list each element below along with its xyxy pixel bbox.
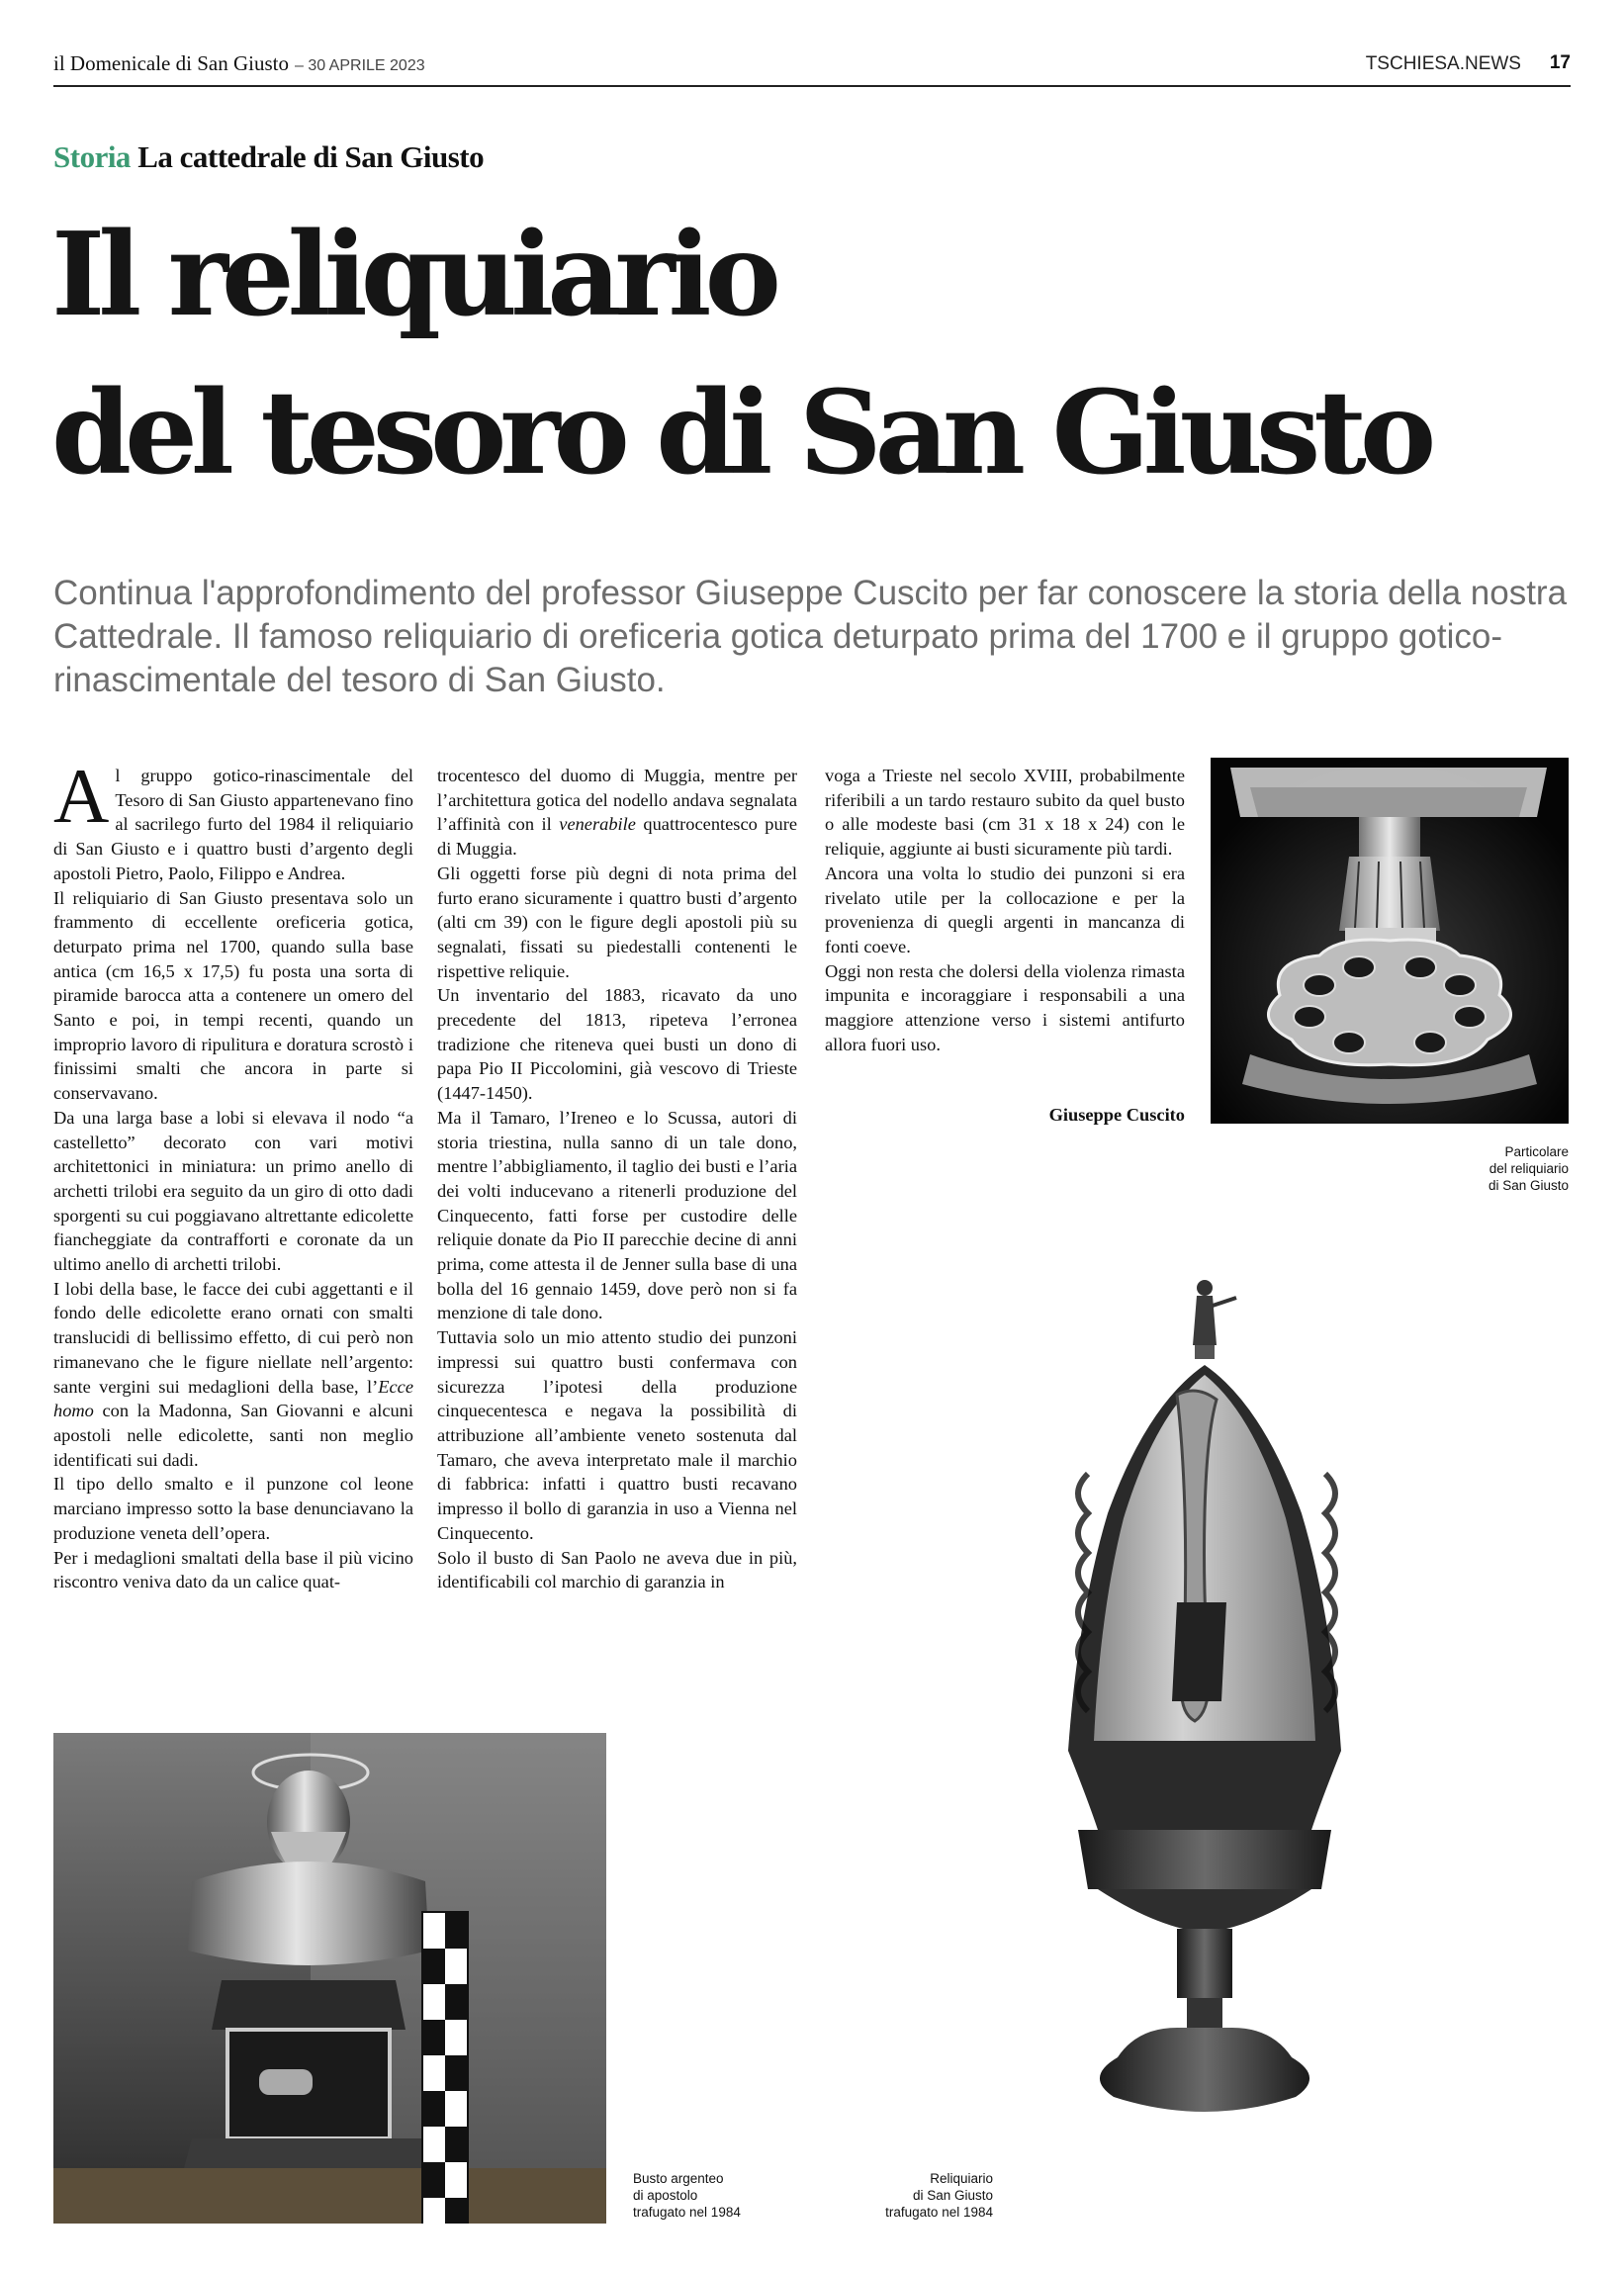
site-link[interactable]: TSCHIESA.NEWS (1365, 53, 1521, 74)
page-header (53, 49, 1571, 87)
section-kicker (53, 139, 484, 175)
paragraph: Il tipo dello smalto e il punzone col leone marciano impresso sotto la base denunciavano la produzione veneta dell’opera. (53, 1474, 413, 1543)
paragraph (437, 764, 797, 862)
publication-name: il Domenicale di San Giusto (53, 51, 289, 75)
caption-line: trafugato nel 1984 (633, 2205, 741, 2220)
paragraph: Tuttavia solo un mio attento studio dei punzoni impressi sui quattro busti confermava con sicurezza l’ipotesi della produzione cinquecentesca e negava la possibilità di attribuzione all’ambiente veneto sostenuta dal Tamaro, che aveva interpretato male il marchio di fabbrica: infatti i quattro busti recavano impresso il bollo di garanzia in uso a Vienna nel Cinquecento. (437, 1327, 797, 1543)
paragraph: Oggi non resta che dolersi della violenza rimasta impunita e incoraggiare i responsabili a una maggiore attenzione verso i sistemi antifurto allora fuori uso. (825, 960, 1185, 1054)
caption-line: trafugato nel 1984 (885, 2205, 993, 2220)
scale-bar (421, 1911, 469, 2224)
author-signature: Giuseppe Cuscito (1048, 1105, 1185, 1125)
paragraph: voga a Trieste nel secolo XVIII, probabilmente riferibili a un tardo restauro subito da quel busto o alle modeste basi (cm 31 x 18 x 24) con le reliquie, aggiunte ai busti sicuramente più tardi. (825, 766, 1185, 860)
emphasis-text: Ecce homo (53, 1376, 413, 1421)
paragraph (53, 1277, 413, 1473)
paragraph-text: trocentesco del duomo di Muggia, mentre per l’architettura gotica del nodello andava segnalata l’affinità con il (437, 766, 797, 835)
paragraph: Il reliquiario di San Giusto presentava solo un frammento di eccellente oreficeria gotica, deturpato prima nel 1700, quando sulla base antica (cm 16,5 x 17,5) fu posta una sorta di piramide barocca atta a contenere un omero del Santo e poi, in tempi recenti, quando un improprio lavoro di ripulitura e doratura scrostò i finissimi smalti che ancora in parte si conservavano. (53, 887, 413, 1104)
topic-label: La cattedrale di San Giusto (137, 139, 485, 174)
paragraph-text: l gruppo gotico-rinascimentale del Tesoro di San Giusto appartenevano fino al sacrilego furto del 1984 il reliquiario di San Giusto e i quattro busti d’argento degli apostoli Pietro, Paolo, Filippo e Andrea. (53, 766, 413, 883)
caption-line: Busto argenteo (633, 2171, 724, 2186)
paragraph: Da una larga base a lobi si elevava il nodo “a castelletto” decorato con vari motivi architettonici in miniatura: un primo anello di archetti trilobi era seguito da un giro di otto dadi sporgenti su cui poggiavano altrettante edicolette fiancheggiate da contrafforti e coronate da un ultimo anello di archetti trilobi. (53, 1107, 413, 1275)
caption-reliquary (870, 2170, 993, 2221)
caption-line: di apostolo (633, 2188, 698, 2203)
reliquary-detail-image (1211, 758, 1569, 1124)
paragraph: Un inventario del 1883, ricavato da uno precedente del 1813, ripeteva l’erronea tradizione che riteneva quei busti un dono di papa Pio II Piccolomini, già vescovo di Trieste (1447-1450). (437, 985, 797, 1104)
drop-cap: A (53, 753, 110, 839)
article-column-3 (825, 764, 1185, 1056)
page-number: 17 (1549, 52, 1571, 73)
paragraph: Ancora una volta lo studio dei punzoni si era rivelato utile per la collocazione e per la provenienza di quegli argenti in mancanza di fonti coeve. (825, 863, 1185, 956)
title-line-1: Il reliquiario (51, 208, 774, 342)
publication-info (53, 51, 425, 76)
article-title (51, 196, 1594, 512)
article-lead: Continua l'approfondimento del professor Giuseppe Cuscito per far conoscere la storia della nostra Cattedrale. Il famoso reliquiario di oreficeria gotica deturpato prima del 1700 e il gruppo gotico-rinascimentale del tesoro di San Giusto. (53, 574, 1568, 699)
caption-line: di San Giusto (912, 2188, 993, 2203)
title-line-2: del tesoro di San Giusto (51, 366, 1430, 500)
caption-line: Reliquiario (930, 2171, 993, 2186)
emphasis-text: venerabile (559, 814, 636, 835)
reliquary-image (1029, 1276, 1395, 2121)
caption-bust (633, 2170, 831, 2221)
paragraph-text: I lobi della base, le facce dei cubi aggettanti e il fondo delle edicolette erano ornati con smalti translucidi di bellissimo effetto, di cui però non rimanevano che le figure niellate nell’argento: sante vergini sui medaglioni della base, l’ (53, 1278, 413, 1397)
caption-line: del reliquiario (1489, 1161, 1569, 1176)
article-column-2 (437, 764, 797, 1594)
article-column-1 (53, 753, 413, 1594)
caption-line: Particolare (1504, 1144, 1569, 1159)
paragraph: Gli oggetti forse più degni di nota prima del furto erano sicuramente i quattro busti d’argento (alti cm 39) con le figure degli apostoli più su segnalati, fissati su piedestalli contenenti le rispettive reliquie. (437, 863, 797, 981)
paragraph: Solo il busto di San Paolo ne aveva due in più, identificabili col marchio di garanzia in (437, 1547, 797, 1592)
paragraph-text: quattrocentesco pure di Muggia. (437, 814, 797, 860)
paragraph: Per i medaglioni smaltati della base il più vicino riscontro veniva dato da un calice quat- (53, 1547, 413, 1592)
caption-detail (1414, 1143, 1569, 1194)
paragraph-text: con la Madonna, San Giovanni e alcuni apostoli nelle edicolette, santi non meglio identificati sui dadi. (53, 1401, 413, 1470)
paragraph: Ma il Tamaro, l’Ireneo e lo Scussa, autori di storia triestina, nulla sanno di un tale dono, mentre l’abbigliamento, il taglio dei busti e l’aria dei volti inducevano a ritenerli produzione del Cinquecento, fatti forse per custodire delle reliquie donate da Pio II parecchie decine di anni prima, come attesta il de Jenner sulla base di una bolla del 16 gennaio 1459, dove però non si fa menzione di tale dono. (437, 1107, 797, 1323)
bust-image (53, 1733, 606, 2224)
bust-photo (53, 1733, 606, 2224)
section-label: Storia (53, 139, 131, 174)
reliquary-detail-photo (1211, 758, 1569, 1124)
caption-line: di San Giusto (1488, 1178, 1569, 1193)
issue-date: – 30 APRILE 2023 (294, 57, 425, 74)
paragraph (53, 753, 413, 886)
reliquary-photo (1029, 1276, 1395, 2121)
